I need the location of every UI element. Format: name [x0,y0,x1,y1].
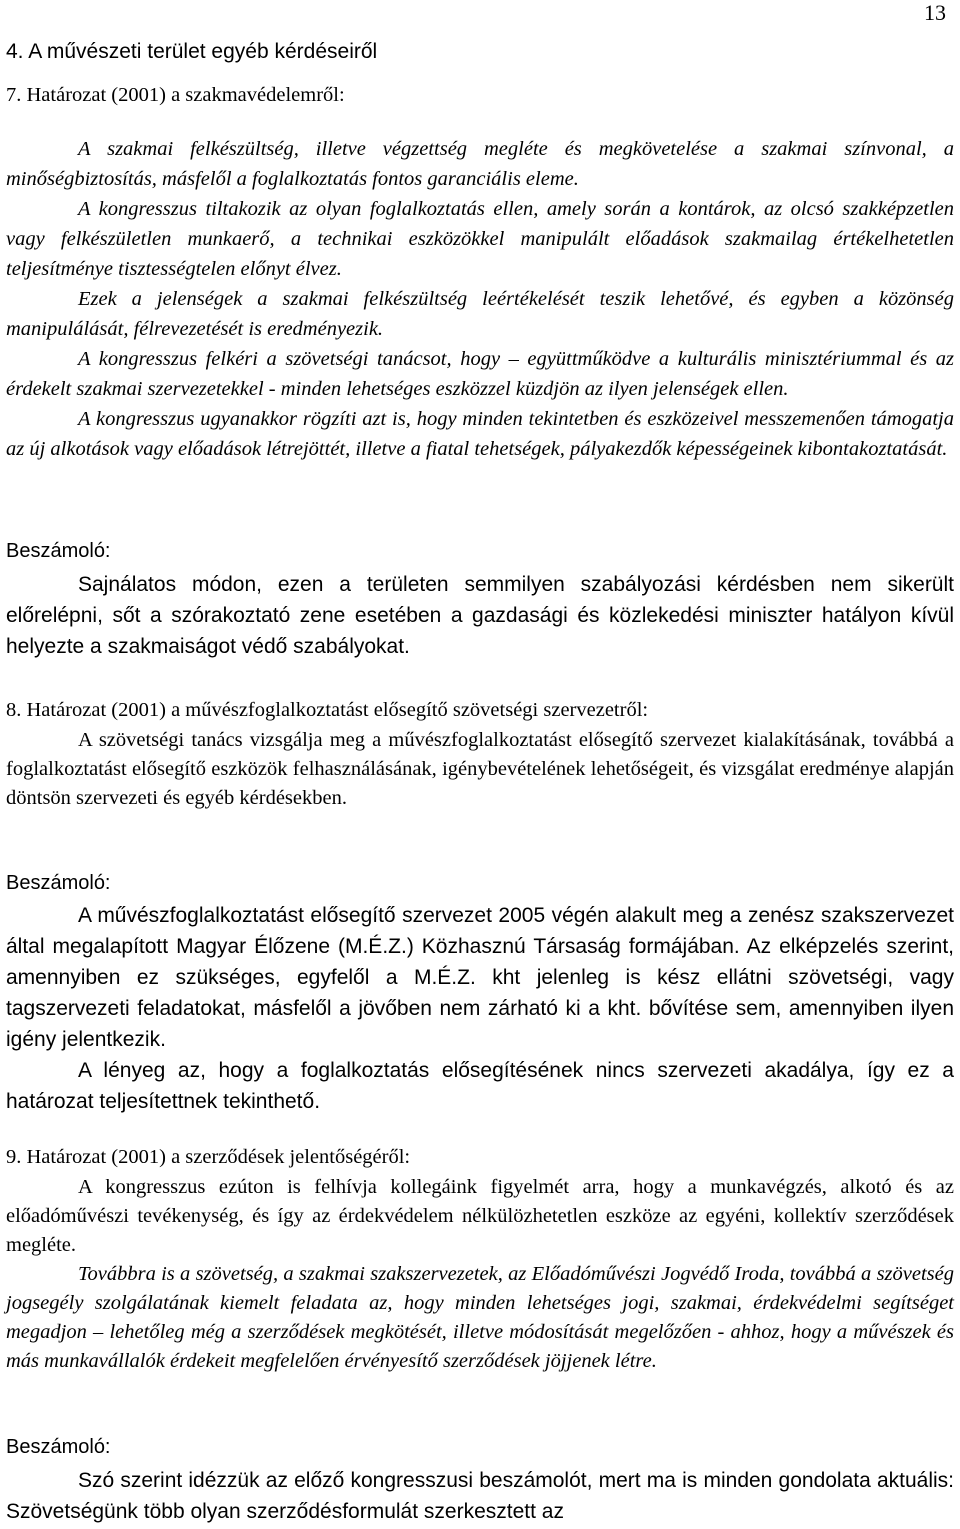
report-label: Beszámoló: [6,540,111,562]
resolution-8-title: 8. Határozat (2001) a művészfoglalkoztatást elősegítő szövetségi szervezetről: [6,699,649,721]
resolution-7-title: 7. Határozat (2001) a szakmavédelemről: [6,84,345,106]
resolution-8-body [6,726,954,813]
resolution-9-body [6,1173,954,1376]
section-heading: 4. A művészeti terület egyéb kérdéseiről [6,40,378,63]
report-paragraph: Sajnálatos módon, ezen a területen semmilyen szabályozási kérdésben nem sikerült előrelépni, sőt a szórakoztató zene esetében a gazdasági és közlekedési miniszter hatályon kívül helyezte a szakmaiságot védő szabályokat. [6,573,954,658]
resolution-7-paragraph: A szakmai felkészültség, illetve végzettség megléte és megkövetelése a szakmai színvonal, a minőségbiztosítás, másfelől a foglalkoztatás fontos garanciális eleme. [6,138,954,190]
resolution-8 [6,696,954,724]
resolution-9-title: 9. Határozat (2001) a szerződések jelentőségéről: [6,1146,411,1168]
report-paragraph: A művészfoglalkoztatást elősegítő szervezet 2005 végén alakult meg a zenész szakszervezet által megalapított Magyar Élőzene (M.É.Z.) Közhasznú Társaság formájában. Az elképzelés szerint, amennyiben ez szükséges, egyfelől a M.É.Z. kht jelenleg is kész ellátni szövetségi, vagy tagszervezeti feladatokat, másfelől a jövőben nem zárható ki a kht. bővítése sem, amennyiben ilyen igény jelentkezik. [6,904,954,1051]
report-8-label-block [6,872,954,895]
report-7-body [6,569,954,662]
report-paragraph: A lényeg az, hogy a foglalkoztatás elősegítésének nincs szervezeti akadálya, így ez a határozat teljesítettnek tekinthető. [6,1059,954,1113]
report-8-body [6,900,954,1117]
resolution-7-paragraph: A kongresszus felkéri a szövetségi tanácsot, hogy – együttműködve a kulturális minisztériummal és az érdekelt szakmai szervezetekkel - minden lehetséges eszközzel küzdjön az ilyen jelenségek ellen. [6,348,954,400]
report-label: Beszámoló: [6,1436,111,1458]
resolution-9-paragraph: Továbbra is a szövetség, a szakmai szakszervezetek, az Előadóművészi Jogvédő Iroda, továbbá a szövetség jogsegély szolgálatának kiemelt feladata az, hogy minden lehetséges jogi, szakmai, érdekvédelmi segítséget megadjon – lehetőleg még a szerződések megkötését, illetve módosítását megelőzően - ahhoz, hogy a művészek és más munkavállalók érdekeit megfelelően érvényesítő szerződések jöjjenek létre. [6,1263,954,1372]
resolution-7-paragraph: A kongresszus ugyanakkor rögzíti azt is, hogy minden tekintetben és eszközeivel messzemenően támogatja az új alkotások vagy előadások létrejöttét, illetve a fiatal tehetségek, pályakezdők képességeinek kibontakoztatását. [6,408,954,460]
resolution-7-paragraph: A kongresszus tiltakozik az olyan foglalkoztatás ellen, amely során a kontárok, az olcsó szakképzetlen vagy felkészületlen munkaerő, a technikai eszközökkel manipulált előadások szakmailag értékelhetetlen teljesítménye tisztességtelen előnyt élvez. [6,198,954,280]
report-paragraph: Szó szerint idézzük az előző kongresszusi beszámolót, mert ma is minden gondolata aktuális: Szövetségünk több olyan szerződésformulát szerkesztett az [6,1469,954,1523]
report-7-label-block [6,540,954,563]
resolution-9 [6,1143,954,1171]
resolution-7 [6,81,954,109]
page-number: 13 [924,0,946,25]
report-label: Beszámoló: [6,872,111,894]
resolution-7-paragraph: Ezek a jelenségek a szakmai felkészültség leértékelését teszik lehetővé, és egyben a közönség manipulálását, félrevezetését is eredményezik. [6,288,954,340]
resolution-8-paragraph: A szövetségi tanács vizsgálja meg a művészfoglalkoztatást elősegítő szervezet kialakításának, továbbá a foglalkoztatást elősegítő eszközök felhasználásának, igénybevételének lehetőségeit, és vizsgálat eredménye alapján döntsön szervezeti és egyéb kérdésekben. [6,729,954,809]
resolution-9-paragraph: A kongresszus ezúton is felhívja kollegáink figyelmét arra, hogy a munkavégzés, alkotó és az előadóművészi tevékenység, és így az érdekvédelem nélkülözhetetlen eszköze az egyéni, kollektív szerződések megléte. [6,1176,954,1256]
report-9-body [6,1465,954,1527]
report-9-label-block [6,1436,954,1459]
resolution-7-body [6,134,954,464]
